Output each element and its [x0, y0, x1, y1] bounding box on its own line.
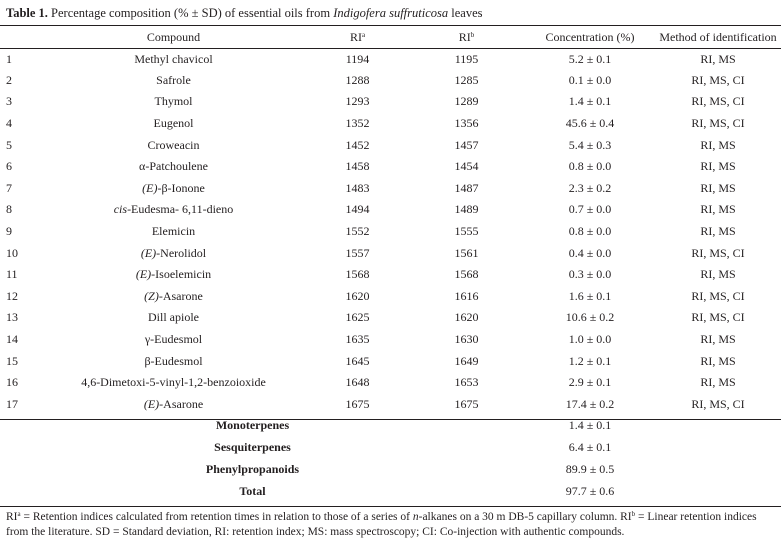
compound-name: [40, 372, 307, 394]
concentration-value: 1.0 ± 0.0: [568, 332, 612, 347]
compound-name: [40, 113, 307, 135]
compound-prefix: (E): [135, 267, 152, 282]
footnote-ri: RI: [6, 511, 18, 523]
ri-a-value: 1483: [345, 180, 370, 195]
ri-a-value: 1194: [345, 51, 370, 66]
method-value: RI, MS: [700, 353, 736, 368]
ri-a-value: 1494: [345, 202, 370, 217]
summary-value: 97.7 ± 0.6: [565, 483, 615, 498]
compound-name-text: Dill apiole: [148, 310, 199, 325]
compound-name-text: -Eudesma- 6,11-dieno: [127, 202, 234, 217]
compound-name: [40, 134, 307, 156]
compound-name: [40, 264, 307, 286]
ri-b-value: 1649: [454, 353, 479, 368]
concentration-value: 0.3 ± 0.0: [568, 267, 612, 282]
row-number: 9: [6, 224, 12, 239]
concentration-value: 1.6 ± 0.1: [568, 288, 612, 303]
compound-name-text: Eugenol: [153, 116, 194, 131]
compound-name: [40, 394, 307, 416]
ri-b-value: 1620: [454, 310, 479, 325]
compound-prefix: cis: [113, 202, 128, 217]
summary-row: [0, 437, 781, 459]
method-value: RI, MS, CI: [691, 310, 745, 325]
footnote-ri-sup-b: b: [631, 510, 636, 518]
ri-b-value: 1195: [454, 51, 479, 66]
summary-row: [0, 415, 781, 437]
header-ri-b-sup: b: [470, 31, 475, 39]
compound-name-text: -Asarone: [159, 396, 204, 411]
compound-name-text: -Asarone: [158, 288, 203, 303]
header-ri-b-text: RI: [458, 30, 471, 44]
table-row: [0, 264, 781, 286]
compound-rows: [0, 48, 781, 415]
table-row: [0, 199, 781, 221]
row-number: 3: [6, 94, 12, 109]
summary-row: [0, 459, 781, 481]
ri-b-value: 1289: [454, 94, 479, 109]
ri-a-value: 1552: [345, 224, 370, 239]
concentration-value: 1.2 ± 0.1: [568, 353, 612, 368]
concentration-value: 0.8 ± 0.0: [568, 159, 612, 174]
row-number: 4: [6, 116, 12, 131]
compound-name-text: -Nerolidol: [156, 245, 207, 260]
footnote-n-italic: n: [412, 511, 419, 523]
species-name: Indigofera suffruticosa: [333, 6, 449, 20]
summary-spacer-end: [655, 415, 781, 437]
ri-b-value: 1454: [454, 159, 479, 174]
table-row: [0, 70, 781, 92]
method-value: RI, MS: [700, 159, 736, 174]
table-row: [0, 134, 781, 156]
concentration-value: 5.4 ± 0.3: [568, 137, 612, 152]
table-row: [0, 242, 781, 264]
row-number: 10: [6, 245, 18, 260]
method-value: RI, MS, CI: [691, 288, 745, 303]
method-value: RI, MS: [700, 202, 736, 217]
row-number: 14: [6, 332, 18, 347]
compound-name: [40, 70, 307, 92]
header-ri-a-sup: a: [361, 31, 366, 39]
row-number: 6: [6, 159, 12, 174]
top-rule: [0, 25, 781, 26]
row-number: 7: [6, 180, 12, 195]
summary-spacer-end: [655, 459, 781, 481]
table-row: [0, 350, 781, 372]
row-number: 1: [6, 51, 12, 66]
concentration-value: 0.7 ± 0.0: [568, 202, 612, 217]
header-method: Method of identification: [659, 30, 777, 44]
compound-name-text: -β-Ionone: [157, 180, 205, 195]
ri-b-value: 1630: [454, 332, 479, 347]
summary-spacer: [0, 415, 40, 437]
ri-b-value: 1457: [454, 137, 479, 152]
ri-a-value: 1675: [345, 396, 370, 411]
summary-row: [0, 480, 781, 502]
compound-prefix: (Z): [144, 288, 159, 303]
compound-name: [40, 91, 307, 113]
compound-name: [40, 307, 307, 329]
compound-name: [40, 199, 307, 221]
footnote-text-1: = Retention indices calculated from retention times in relation to those of a series of: [20, 511, 413, 523]
row-number: 2: [6, 72, 12, 87]
compound-name-text: α-Patchoulene: [139, 159, 208, 174]
ri-a-value: 1648: [345, 375, 370, 390]
summary-rows: [0, 415, 781, 502]
header-ri-a: [307, 27, 408, 48]
table-caption: [6, 5, 483, 21]
row-number: 5: [6, 137, 12, 152]
ri-b-value: 1561: [454, 245, 479, 260]
compound-name-text: β-Eudesmol: [144, 353, 203, 368]
method-value: RI, MS: [700, 332, 736, 347]
summary-spacer-end: [655, 437, 781, 459]
footnote-ri-sup-a: a: [17, 510, 21, 518]
header-number: [0, 27, 40, 48]
header-ri-a-text: RI: [349, 30, 362, 44]
compound-prefix: (E): [142, 180, 158, 195]
method-value: RI, MS: [700, 180, 736, 195]
ri-a-value: 1645: [345, 353, 370, 368]
ri-a-value: 1352: [345, 116, 370, 131]
compound-name: [40, 329, 307, 351]
table-row: [0, 329, 781, 351]
compound-name: [40, 350, 307, 372]
compound-name-text: -Isoelemicin: [151, 267, 212, 282]
concentration-value: 1.4 ± 0.1: [568, 94, 612, 109]
table-row: [0, 91, 781, 113]
summary-label: Monoterpenes: [215, 418, 290, 433]
compound-prefix: (E): [140, 245, 157, 260]
method-value: RI, MS, CI: [691, 116, 745, 131]
ri-a-value: 1620: [345, 288, 370, 303]
compound-prefix: (E): [143, 396, 160, 411]
ri-b-value: 1675: [454, 396, 479, 411]
compound-name: [40, 221, 307, 243]
summary-label: Phenylpropanoids: [205, 462, 300, 477]
header-ri-b: [408, 27, 525, 48]
ri-a-value: 1557: [345, 245, 370, 260]
method-value: RI, MS, CI: [691, 245, 745, 260]
ri-a-value: 1458: [345, 159, 370, 174]
table-row: [0, 156, 781, 178]
method-value: RI, MS: [700, 137, 736, 152]
summary-label: Total: [239, 483, 266, 498]
ri-b-value: 1487: [454, 180, 479, 195]
concentration-value: 0.8 ± 0.0: [568, 224, 612, 239]
compound-name-text: Thymol: [154, 94, 193, 109]
summary-spacer: [0, 459, 40, 481]
ri-a-value: 1635: [345, 332, 370, 347]
row-number: 16: [6, 375, 18, 390]
compound-name-text: Safrole: [156, 72, 191, 87]
compound-name: [40, 242, 307, 264]
ri-a-value: 1288: [345, 72, 370, 87]
ri-b-value: 1616: [454, 288, 479, 303]
summary-value: 89.9 ± 0.5: [565, 462, 615, 477]
summary-value: 6.4 ± 0.1: [568, 440, 612, 455]
row-number: 15: [6, 353, 18, 368]
row-number: 8: [6, 202, 12, 217]
method-value: RI, MS, CI: [691, 396, 745, 411]
method-value: RI, MS: [700, 267, 736, 282]
table-row: [0, 307, 781, 329]
footnote-text-2: -alkanes on a 30 m DB-5 capillary column. RI: [418, 511, 632, 523]
method-value: RI, MS: [700, 51, 736, 66]
ri-a-value: 1568: [345, 267, 370, 282]
ri-b-value: 1653: [454, 375, 479, 390]
table-row: [0, 178, 781, 200]
concentration-value: 45.6 ± 0.4: [565, 116, 615, 131]
table-row: [0, 372, 781, 394]
summary-spacer: [0, 480, 40, 502]
concentration-value: 2.9 ± 0.1: [568, 375, 612, 390]
ri-b-value: 1489: [454, 202, 479, 217]
method-value: RI, MS: [700, 224, 736, 239]
caption-text-end: leaves: [448, 6, 483, 20]
concentration-value: 5.2 ± 0.1: [568, 51, 612, 66]
compound-name-text: Elemicin: [151, 224, 196, 239]
row-number: 11: [6, 267, 18, 282]
table-row: [0, 113, 781, 135]
ri-a-value: 1452: [345, 137, 370, 152]
summary-spacer-end: [655, 480, 781, 502]
method-value: RI, MS, CI: [691, 72, 745, 87]
compound-name-text: Croweacin: [147, 137, 200, 152]
concentration-value: 17.4 ± 0.2: [565, 396, 615, 411]
composition-table: [0, 27, 781, 502]
compound-name-text: 4,6-Dimetoxi-5-vinyl-1,2-benzoioxide: [81, 375, 266, 390]
compound-name: [40, 286, 307, 308]
compound-name-text: Methyl chavicol: [134, 51, 213, 66]
compound-name: [40, 156, 307, 178]
compound-name: [40, 48, 307, 70]
table-row: [0, 286, 781, 308]
summary-value: 1.4 ± 0.1: [568, 418, 612, 433]
method-value: RI, MS, CI: [691, 94, 745, 109]
compound-name: [40, 178, 307, 200]
table-row: [0, 221, 781, 243]
header-compound: Compound: [146, 30, 201, 44]
ri-a-value: 1625: [345, 310, 370, 325]
summary-label: Sesquiterpenes: [214, 440, 291, 455]
table-label: Table 1.: [6, 6, 48, 20]
row-number: 12: [6, 288, 18, 303]
concentration-value: 0.4 ± 0.0: [568, 245, 612, 260]
concentration-value: 0.1 ± 0.0: [568, 72, 612, 87]
summary-spacer: [0, 437, 40, 459]
bottom-rule: [0, 506, 781, 507]
table-row: [0, 394, 781, 416]
method-value: RI, MS: [700, 375, 736, 390]
ri-a-value: 1293: [345, 94, 370, 109]
ri-b-value: 1555: [454, 224, 479, 239]
table-footnote: [6, 510, 778, 540]
row-number: 13: [6, 310, 18, 325]
footnote-text-3: = Linear retention indices from the literature. SD = Standard deviation, RI: retention index; MS: mass spectroscopy; CI: Co-injection with authentic compounds.: [6, 511, 757, 538]
header-row: [0, 27, 781, 48]
concentration-value: 10.6 ± 0.2: [565, 310, 615, 325]
row-number: 17: [6, 396, 18, 411]
compound-name-text: γ-Eudesmol: [144, 332, 203, 347]
caption-text: Percentage composition (% ± SD) of essential oils from: [47, 6, 334, 20]
header-concentration: Concentration (%): [545, 30, 635, 44]
concentration-value: 2.3 ± 0.2: [568, 180, 612, 195]
table-row: [0, 48, 781, 70]
ri-b-value: 1356: [454, 116, 479, 131]
ri-b-value: 1568: [454, 267, 479, 282]
ri-b-value: 1285: [454, 72, 479, 87]
